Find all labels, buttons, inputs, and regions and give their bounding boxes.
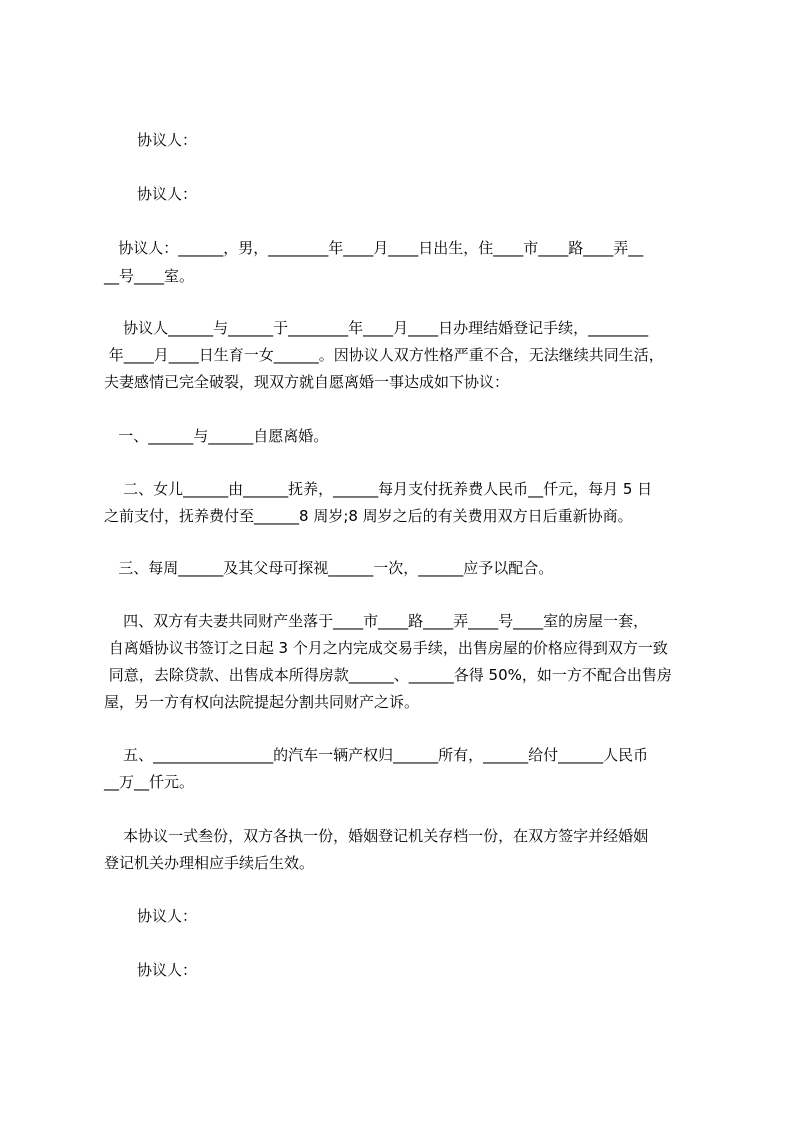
signature-line-3: 协议人： bbox=[137, 907, 198, 925]
signature-line-1: 协议人： bbox=[137, 131, 198, 149]
intro-line-3: 夫妻感情已完全破裂，现双方就自愿离婚一事达成如下协议： bbox=[104, 373, 510, 391]
closing-line-1: 本协议一式叁份，双方各执一份，婚姻登记机关存档一份，在双方签字并经婚姻 bbox=[104, 827, 649, 845]
clause-4-line-3: 同意，去除贷款、出售成本所得房款______、______各得 50%，如一方不配合出售房 bbox=[104, 666, 672, 684]
clause-4-line-2: 自离婚协议书签订之日起 3 个月之内完成交易手续，出售房屋的价格应得到双方一致 bbox=[104, 639, 668, 657]
clause-5-line-1: 五、________________的汽车一辆产权归______所有，______给付______人民币 bbox=[104, 746, 649, 764]
clause-4-line-4: 屋，另一方有权向法院提起分割共同财产之诉。 bbox=[104, 693, 420, 711]
signature-line-2: 协议人： bbox=[137, 185, 198, 203]
intro-line-2: 年____月____日生育一女______。因协议人双方性格严重不合，无法继续共同生活， bbox=[104, 346, 664, 364]
party-info-line-1: 协议人：______，男，________年____月____日出生，住____市____路____弄__ bbox=[104, 239, 644, 257]
clause-3-line: 三、每周______及其父母可探视______一次，______应予以配合。 bbox=[104, 559, 554, 577]
intro-line-1: 协议人______与______于________年____月____日办理结婚登记手续，________ bbox=[104, 319, 649, 337]
signature-line-4: 协议人： bbox=[137, 961, 198, 979]
clause-2-line-1: 二、女儿______由______抚养，______每月支付抚养费人民币__仟元，每月 5 日 bbox=[104, 480, 653, 498]
clause-5-line-2: __万__仟元。 bbox=[104, 773, 195, 791]
clause-1-line: 一、______与______自愿离婚。 bbox=[104, 427, 329, 445]
closing-line-2: 登记机关办理相应手续后生效。 bbox=[104, 854, 315, 872]
clause-4-line-1: 四、双方有夫妻共同财产坐落于____市____路____弄____号____室的房屋一套， bbox=[104, 612, 649, 630]
clause-2-line-2: 之前支付，抚养费付至______8 周岁;8 周岁之后的有关费用双方日后重新协商。 bbox=[104, 507, 633, 525]
party-info-line-2: __号____室。 bbox=[104, 267, 195, 285]
